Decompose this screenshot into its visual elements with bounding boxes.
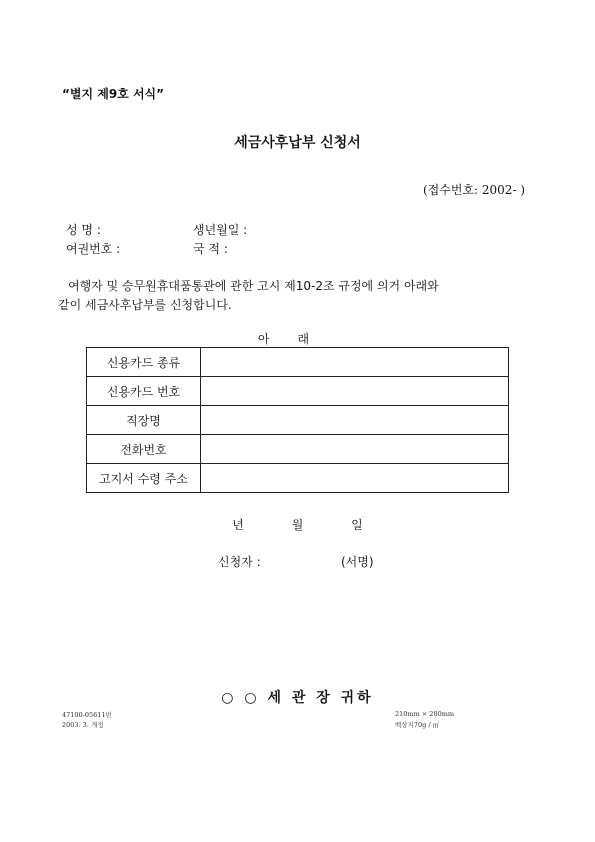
row-label-card-number: 신용카드 번호 <box>87 377 201 406</box>
table-row <box>87 435 509 464</box>
row-label-notice-address: 고지서 수령 주소 <box>87 464 201 493</box>
date-month: 월 <box>291 518 304 532</box>
date-year: 년 <box>232 518 244 532</box>
row-label-phone: 전화번호 <box>87 435 201 464</box>
nationality-label: 국 적 : <box>193 242 228 256</box>
applicant-label: 신청자 : <box>218 555 261 569</box>
details-table <box>86 347 509 493</box>
document-title: 세금사후납부 신청서 <box>234 135 361 151</box>
addressee: ○ ○ 세 관 장 귀하 <box>221 690 374 706</box>
paragraph-line-2: 같이 세금사후납부를 신청합니다. <box>58 298 232 312</box>
row-value-workplace[interactable] <box>201 406 509 435</box>
table-row <box>87 464 509 493</box>
table-row <box>87 377 509 406</box>
birth-date-label: 생년월일 : <box>193 223 248 237</box>
form-code: 47100-05611빈 <box>62 711 112 719</box>
details-heading: 아래 <box>257 332 338 346</box>
row-label-card-type: 신용카드 종류 <box>87 348 201 377</box>
paper-size: 210mm × 280mm <box>395 710 455 718</box>
row-value-card-type[interactable] <box>201 348 509 377</box>
row-value-card-number[interactable] <box>201 377 509 406</box>
passport-number-label: 여권번호 : <box>66 242 121 256</box>
table-row <box>87 406 509 435</box>
revision-date: 2003. 3. 개정 <box>62 721 104 729</box>
paragraph-line-1: 여행자 및 승무원휴대품통관에 관한 고시 제10-2조 규정에 의거 아래와 <box>68 279 439 293</box>
signature-label: (서명) <box>341 555 374 569</box>
row-value-phone[interactable] <box>201 435 509 464</box>
form-number: “별지 제9호 서식” <box>62 87 165 101</box>
table-row <box>87 348 509 377</box>
date-line <box>0 516 595 533</box>
name-label: 성 명 : <box>66 223 101 237</box>
application-paragraph <box>58 277 528 315</box>
paper-type: 백상지70g / ㎡ <box>395 721 440 729</box>
receipt-number: (접수번호: 2002- ) <box>423 183 525 197</box>
row-label-workplace: 직장명 <box>87 406 201 435</box>
date-day: 일 <box>351 518 363 532</box>
row-value-notice-address[interactable] <box>201 464 509 493</box>
